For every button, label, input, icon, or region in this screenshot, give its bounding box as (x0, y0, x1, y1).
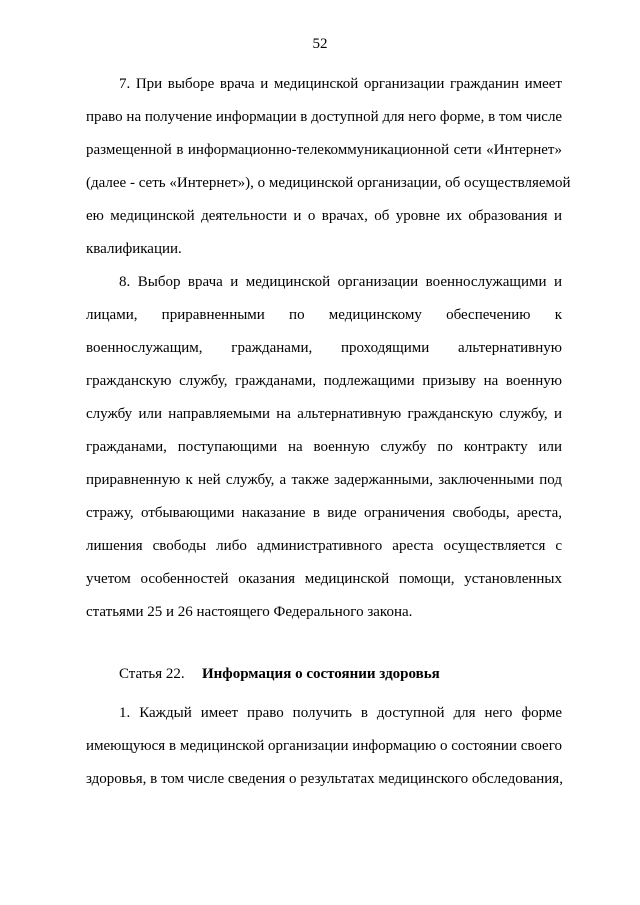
paragraph-line: (далее - сеть «Интернет»), о медицинской организации, об осуществляемой (86, 175, 571, 191)
paragraph-line: здоровья, в том числе сведения о результатах медицинского обследования, (86, 771, 563, 787)
page-number: 52 (312, 36, 328, 52)
paragraph-line: учетом особенностей оказания медицинской помощи, установленных (86, 571, 562, 587)
article-heading (119, 664, 440, 684)
paragraph-line: военнослужащим, гражданами, проходящими альтернативную (86, 340, 562, 356)
paragraph-line: имеющуюся в медицинской организации информацию о состоянии своего (86, 738, 562, 754)
paragraph-line: службу или направляемыми на альтернативную гражданскую службу, и (86, 406, 562, 422)
paragraph-line: квалификации. (86, 241, 182, 257)
paragraph-line: 7. При выборе врача и медицинской организации гражданин имеет (119, 76, 562, 92)
article-number: Статья 22. (119, 666, 185, 682)
paragraph-line: размещенной в информационно-телекоммуникационной сети «Интернет» (86, 142, 562, 158)
paragraph-line: 8. Выбор врача и медицинской организации военнослужащими и (119, 274, 562, 290)
paragraph-line: лицами, приравненными по медицинскому обеспечению к (86, 307, 562, 323)
paragraph-line: гражданскую службу, гражданами, подлежащими призыву на военную (86, 373, 562, 389)
paragraph-line: ею медицинской деятельности и о врачах, об уровне их образования и (86, 208, 562, 224)
paragraph-line: лишения свободы либо административного ареста осуществляется с (86, 538, 562, 554)
paragraph-line: стражу, отбывающими наказание в виде ограничения свободы, ареста, (86, 505, 562, 521)
paragraph-line: право на получение информации в доступной для него форме, в том числе (86, 109, 563, 125)
article-title: Информация о состоянии здоровья (202, 666, 440, 682)
paragraph-line: статьями 25 и 26 настоящего Федерального закона. (86, 604, 413, 620)
paragraph-line: приравненную к ней службу, а также задержанными, заключенными под (86, 472, 562, 488)
paragraph-line: гражданами, поступающими на военную службу по контракту или (86, 439, 562, 455)
paragraph-line: 1. Каждый имеет право получить в доступной для него форме (119, 705, 562, 721)
